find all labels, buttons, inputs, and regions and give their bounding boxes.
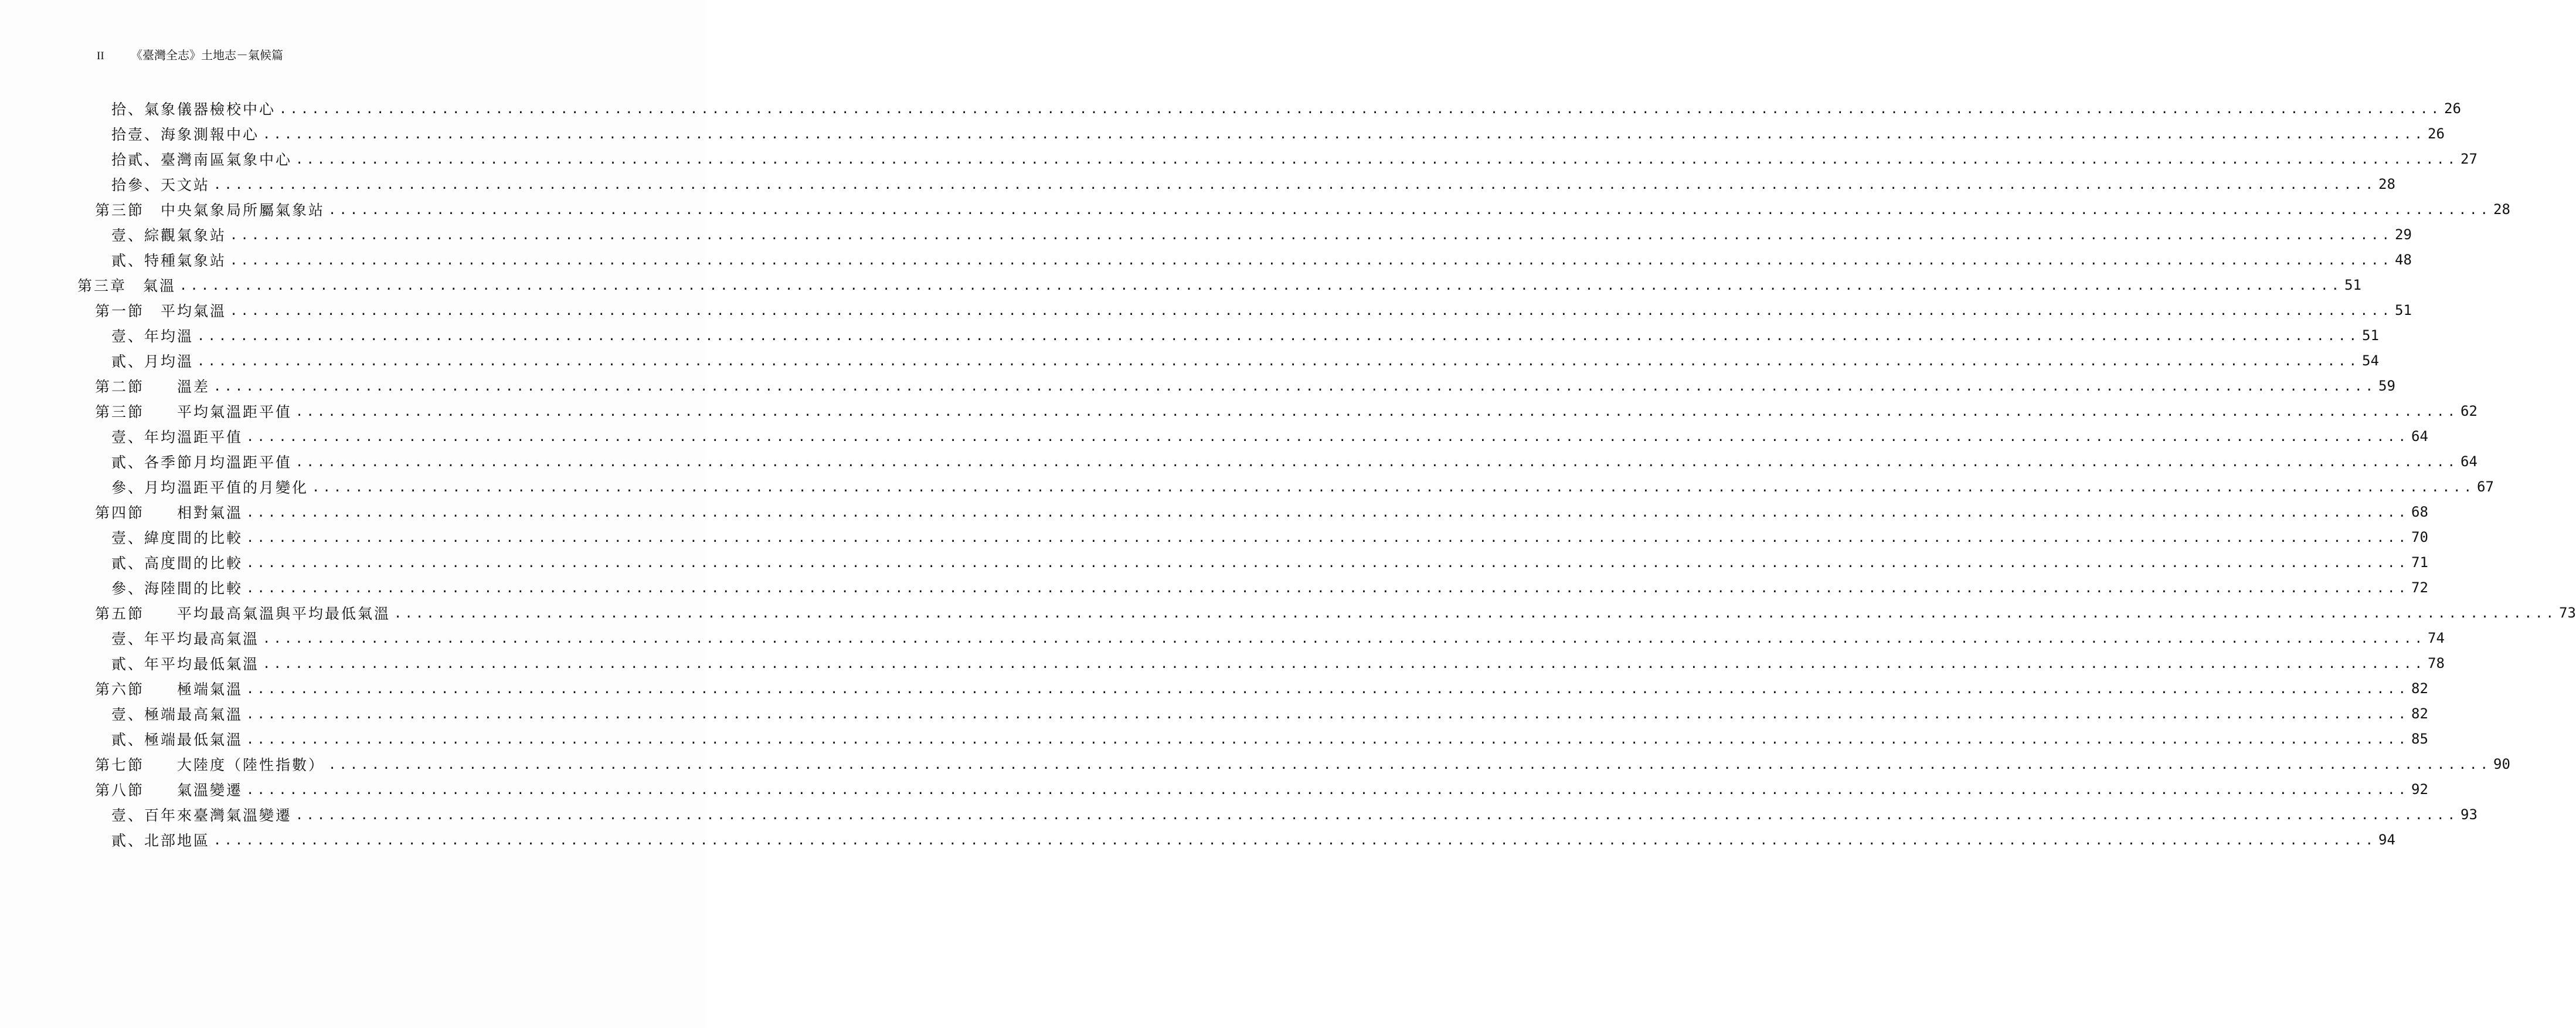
header-page-number: II bbox=[97, 50, 104, 62]
toc-entry-title: 第一節 平均氣溫 bbox=[95, 303, 227, 320]
toc-entry-title: 第八節 氣溫變遷 bbox=[95, 782, 243, 799]
toc-entry-title: 壹、年均溫距平值 bbox=[111, 429, 243, 446]
toc-entry-title: 壹、綜觀氣象站 bbox=[111, 227, 227, 244]
dot-leader: ........................................................................................................................................................................................................ bbox=[246, 505, 2410, 520]
toc-entry-title: 第二節 溫差 bbox=[95, 378, 210, 395]
toc-entry-page-number: 92 bbox=[2411, 781, 2428, 798]
toc-entry bbox=[95, 298, 2412, 322]
toc-entry-page-number: 28 bbox=[2378, 176, 2395, 192]
toc-entry-page-number: 28 bbox=[2493, 201, 2510, 218]
toc-entry-page-number: 48 bbox=[2395, 252, 2412, 268]
dot-leader: ........................................................................................................................................................................................................ bbox=[246, 682, 2410, 697]
toc-entry-page-number: 54 bbox=[2362, 352, 2379, 369]
toc-entry-title: 第七節 大陸度（陸性指數） bbox=[95, 756, 325, 773]
toc-entry-page-number: 64 bbox=[2411, 428, 2428, 445]
toc-entry-page-number: 26 bbox=[2428, 125, 2445, 142]
toc-entry-title: 拾參、天文站 bbox=[111, 177, 210, 194]
toc-entry-page-number: 72 bbox=[2411, 579, 2428, 596]
toc-entry-page-number: 71 bbox=[2411, 554, 2428, 571]
dot-leader: ........................................................................................................................................................................................................ bbox=[230, 253, 2393, 268]
dot-leader: ........................................................................................................................................................................................................ bbox=[263, 127, 2426, 142]
dot-leader: ........................................................................................................................................................................................................ bbox=[246, 707, 2410, 722]
toc-entry-title: 拾、氣象儀器檢校中心 bbox=[111, 101, 276, 118]
toc-entry-page-number: 78 bbox=[2428, 655, 2445, 671]
dot-leader: ........................................................................................................................................................................................................ bbox=[394, 606, 2557, 621]
toc-entry-page-number: 85 bbox=[2411, 731, 2428, 747]
toc-entry-title: 壹、百年來臺灣氣溫變遷 bbox=[111, 807, 293, 824]
dot-leader: ........................................................................................................................................................................................................ bbox=[197, 329, 2360, 344]
toc-entry bbox=[111, 122, 2445, 145]
toc-entry-title: 參、海陸間的比較 bbox=[111, 580, 243, 597]
toc-entry-page-number: 74 bbox=[2428, 630, 2445, 646]
toc-entry-title: 第六節 極端氣溫 bbox=[95, 681, 243, 698]
dot-leader: ........................................................................................................................................................................................................ bbox=[246, 783, 2410, 798]
toc-entry-title: 壹、年均溫 bbox=[111, 328, 194, 345]
toc-entry-title: 第三節 平均氣溫距平值 bbox=[95, 403, 293, 420]
toc-entry bbox=[111, 172, 2395, 196]
toc-entry bbox=[95, 399, 2478, 423]
toc-entry-page-number: 29 bbox=[2395, 226, 2412, 243]
dot-leader: ........................................................................................................................................................................................................ bbox=[328, 758, 2492, 772]
dot-leader: ........................................................................................................................................................................................................ bbox=[263, 657, 2426, 671]
toc-entry-page-number: 51 bbox=[2362, 327, 2379, 344]
toc-entry-title: 第四節 相對氣溫 bbox=[95, 504, 243, 521]
toc-entry-page-number: 51 bbox=[2395, 302, 2412, 318]
dot-leader: ........................................................................................................................................................................................................ bbox=[295, 455, 2459, 470]
toc-entry-title: 拾壹、海象測報中心 bbox=[111, 126, 260, 143]
toc-entry bbox=[111, 803, 2478, 826]
toc-entry bbox=[111, 425, 2428, 448]
toc-entry bbox=[111, 147, 2478, 171]
toc-entry bbox=[111, 626, 2445, 650]
dot-leader: ........................................................................................................................................................................................................ bbox=[246, 556, 2410, 571]
dot-leader: ........................................................................................................................................................................................................ bbox=[295, 405, 2459, 419]
dot-leader: ........................................................................................................................................................................................................ bbox=[246, 732, 2410, 747]
toc-entry bbox=[95, 500, 2428, 524]
toc-entry-title: 第五節 平均最高氣溫與平均最低氣溫 bbox=[95, 605, 391, 622]
toc-entry bbox=[111, 702, 2428, 725]
toc-entry bbox=[95, 601, 2576, 625]
toc-entry-title: 第三節 中央氣象局所屬氣象站 bbox=[95, 202, 325, 219]
toc-entry-title: 貳、月均溫 bbox=[111, 353, 194, 370]
toc-entry bbox=[77, 273, 2361, 297]
toc-entry bbox=[95, 198, 2510, 221]
toc-entry bbox=[95, 677, 2428, 700]
toc-entry-title: 壹、極端最高氣溫 bbox=[111, 706, 243, 723]
toc-entry bbox=[111, 525, 2428, 549]
dot-leader: ........................................................................................................................................................................................................ bbox=[213, 379, 2377, 394]
toc-entry bbox=[111, 223, 2412, 246]
toc-entry-title: 貳、特種氣象站 bbox=[111, 252, 227, 269]
dot-leader: ........................................................................................................................................................................................................ bbox=[246, 430, 2410, 445]
header-book-title: 《臺灣全志》土地志－氣候篇 bbox=[131, 48, 283, 62]
toc-entry-title: 貳、高度間的比較 bbox=[111, 555, 243, 572]
toc-entry bbox=[111, 576, 2428, 599]
toc-entry bbox=[111, 828, 2395, 851]
toc-entry bbox=[111, 551, 2428, 574]
toc-entry bbox=[95, 778, 2428, 801]
toc-entry-title: 參、月均溫距平值的月變化 bbox=[111, 479, 309, 496]
toc-entry bbox=[95, 374, 2395, 398]
toc-entry-page-number: 93 bbox=[2461, 806, 2478, 823]
toc-entry bbox=[95, 752, 2510, 776]
toc-entry bbox=[111, 324, 2379, 347]
dot-leader: ........................................................................................................................................................................................................ bbox=[295, 152, 2459, 167]
toc-entry-page-number: 73 bbox=[2559, 605, 2576, 621]
toc-entry-page-number: 27 bbox=[2461, 151, 2478, 167]
toc-entry-title: 拾貳、臺灣南區氣象中心 bbox=[111, 151, 293, 168]
toc-entry-page-number: 51 bbox=[2344, 277, 2361, 293]
toc-entry-page-number: 82 bbox=[2411, 705, 2428, 722]
dot-leader: ........................................................................................................................................................................................................ bbox=[179, 279, 2343, 293]
toc-entry-title: 第三章 氣溫 bbox=[77, 277, 176, 294]
toc-entry bbox=[111, 727, 2428, 751]
toc-entry-title: 貳、各季節月均溫距平值 bbox=[111, 454, 293, 471]
toc-entry-page-number: 94 bbox=[2378, 832, 2395, 848]
toc-entry-page-number: 64 bbox=[2461, 453, 2478, 470]
dot-leader: ........................................................................................................................................................................................................ bbox=[295, 808, 2459, 823]
dot-leader: ........................................................................................................................................................................................................ bbox=[197, 354, 2360, 369]
toc-entry-page-number: 59 bbox=[2378, 378, 2395, 394]
toc-entry bbox=[111, 248, 2412, 272]
dot-leader: ........................................................................................................................................................................................................ bbox=[246, 531, 2410, 545]
toc-entry-page-number: 90 bbox=[2493, 756, 2510, 772]
running-header bbox=[97, 46, 283, 63]
toc-entry-title: 貳、北部地區 bbox=[111, 832, 210, 849]
toc-entry-page-number: 68 bbox=[2411, 504, 2428, 520]
toc-entry bbox=[111, 652, 2445, 675]
toc-entry-title: 壹、年平均最高氣溫 bbox=[111, 630, 260, 647]
toc-entry-page-number: 70 bbox=[2411, 529, 2428, 545]
toc-entry-page-number: 62 bbox=[2461, 403, 2478, 419]
dot-leader: ........................................................................................................................................................................................................ bbox=[312, 480, 2475, 495]
toc-entry bbox=[111, 97, 2461, 120]
dot-leader: ........................................................................................................................................................................................................ bbox=[263, 632, 2426, 646]
toc-entry-page-number: 67 bbox=[2477, 479, 2494, 495]
dot-leader: ........................................................................................................................................................................................................ bbox=[230, 304, 2393, 318]
dot-leader: ........................................................................................................................................................................................................ bbox=[328, 203, 2492, 218]
toc-entry-page-number: 82 bbox=[2411, 680, 2428, 697]
toc-entry bbox=[111, 475, 2494, 498]
dot-leader: ........................................................................................................................................................................................................ bbox=[213, 178, 2377, 192]
toc-entry-title: 貳、極端最低氣溫 bbox=[111, 731, 243, 748]
dot-leader: ........................................................................................................................................................................................................ bbox=[246, 581, 2410, 596]
dot-leader: ........................................................................................................................................................................................................ bbox=[279, 102, 2442, 117]
toc-entry-title: 壹、緯度間的比較 bbox=[111, 530, 243, 547]
toc-entry-page-number: 26 bbox=[2444, 100, 2461, 117]
dot-leader: ........................................................................................................................................................................................................ bbox=[230, 228, 2393, 243]
toc-entry bbox=[111, 450, 2478, 473]
dot-leader: ........................................................................................................................................................................................................ bbox=[213, 833, 2377, 848]
toc-entry bbox=[111, 349, 2379, 372]
toc-entry-title: 貳、年平均最低氣溫 bbox=[111, 656, 260, 673]
